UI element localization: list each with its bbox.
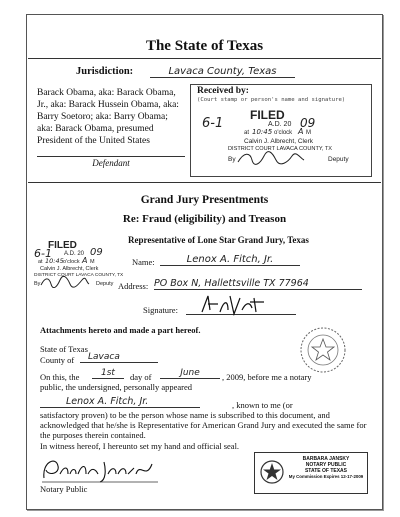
notary-star-icon [259,456,285,488]
received-by-label: Received by: [197,86,249,96]
jurisdiction-label: Jurisdiction: [76,66,134,77]
filed-left-year: 09 [90,247,103,258]
state-line: State of Texas [40,344,88,354]
filed-by: By [228,156,236,163]
signature-label: Signature: [143,305,178,315]
month-value: June [160,368,220,379]
county-value: Lavaca [80,352,158,363]
address-value: PO Box N, Hallettsville TX 77964 [154,278,362,290]
filed-left-at: at [38,259,43,265]
document-title: The State of Texas [145,38,264,54]
on-this-the-label: On this, the [40,372,80,382]
representative-signature [198,292,268,318]
filed-year: 09 [300,116,316,130]
notary-seal-state: STATE OF TEXAS [304,468,348,474]
deputy-left-scribble [40,276,90,288]
filed-left-ampm: A [82,256,88,265]
representative-heading: Representative of Lone Star Grand Jury, Texas [128,235,309,245]
defendant-label: Defendant [37,156,185,168]
filed-year-prefix: A.D. 20 [268,121,292,128]
appeared-name: Lenox A. Fitch, Jr. [40,396,200,408]
filed-clerk: Calvin J. Albrecht, Clerk [244,138,313,145]
filed-word: FILED [250,108,285,122]
day-value: 1st [92,368,124,379]
year-text: , 2009, before me a notary [222,372,312,382]
heading-re: Re: Fraud (eligibility) and Treason [122,213,287,225]
filed-stamp-top [200,108,365,170]
filed-left-m: M [90,259,95,265]
filed-left-clerk: Calvin J. Albrecht, Clerk [40,266,99,272]
attachments-text: Attachments hereto and made a part hereof. [40,325,201,335]
filed-time: 10:45 [252,128,273,136]
proven-text: satisfactory proven) to be the person whose name is subscribed to this document, and acknowledged that he/she is Representative for American Grand Jury and executed the same for the purposes therein contained. [40,410,367,440]
address-label: Address: [118,281,149,291]
notary-line2: public, the undersigned, personally appeared [40,382,193,392]
heading-presentments: Grand Jury Presentments [140,194,269,206]
county-seal-emblem [298,325,348,375]
title-rule [28,58,381,59]
county-label: County of [40,355,75,365]
filed-oclock: o'clock [274,130,293,136]
name-value: Lenox A. Fitch, Jr. [160,254,300,266]
notary-seal-text [284,456,368,480]
filed-m: M [306,130,311,136]
filed-left-word: FILED [48,240,77,251]
defendant-names: Barack Obama, aka: Barack Obama, Jr., aka: Barack Hussein Obama, aka: Barry Soetoro; aka: Barry Obama; aka: Barack Obama, presumed President of the United States [37,88,179,146]
notary-seal-expires: My Commission Expires 12-17-2009 [288,474,364,479]
day-of-label: day of [130,372,152,382]
filed-court: DISTRICT COURT LAVACA COUNTY, TX [228,146,333,152]
notary-seal-title: NOTARY PUBLIC [305,462,347,468]
notary-seal-name: BARBARA JANSKY [302,456,350,462]
filed-left-time: 10:45 [45,257,64,265]
notary-signature [40,452,160,486]
known-to-me: , known to me (or [232,400,293,410]
filed-left-date: 6-1 [34,247,52,260]
filed-left-oclock: o'clock [63,259,80,265]
filed-date: 6-1 [202,116,224,131]
notary-public-label: Notary Public [40,484,88,494]
deputy-signature-scribble [236,150,306,166]
name-label: Name: [132,257,155,267]
jurisdiction-value: Lavaca County, Texas [150,66,295,78]
witness-text: In witness hereof, I hereunto set my hand and official seal. [40,441,240,451]
heading-rule [28,182,381,183]
received-by-note: (Court stamp or person's name and signature) [197,97,346,103]
filed-left-deputy: Deputy [96,281,114,287]
filed-left-year-prefix: A.D. 20 [64,251,85,257]
filed-deputy: Deputy [328,156,349,163]
filed-ampm: A [298,127,304,136]
filed-left-court: DISTRICT COURT LAVACA COUNTY, TX [34,273,124,278]
filed-left-by: By [34,281,41,287]
filed-at: at [244,130,250,136]
